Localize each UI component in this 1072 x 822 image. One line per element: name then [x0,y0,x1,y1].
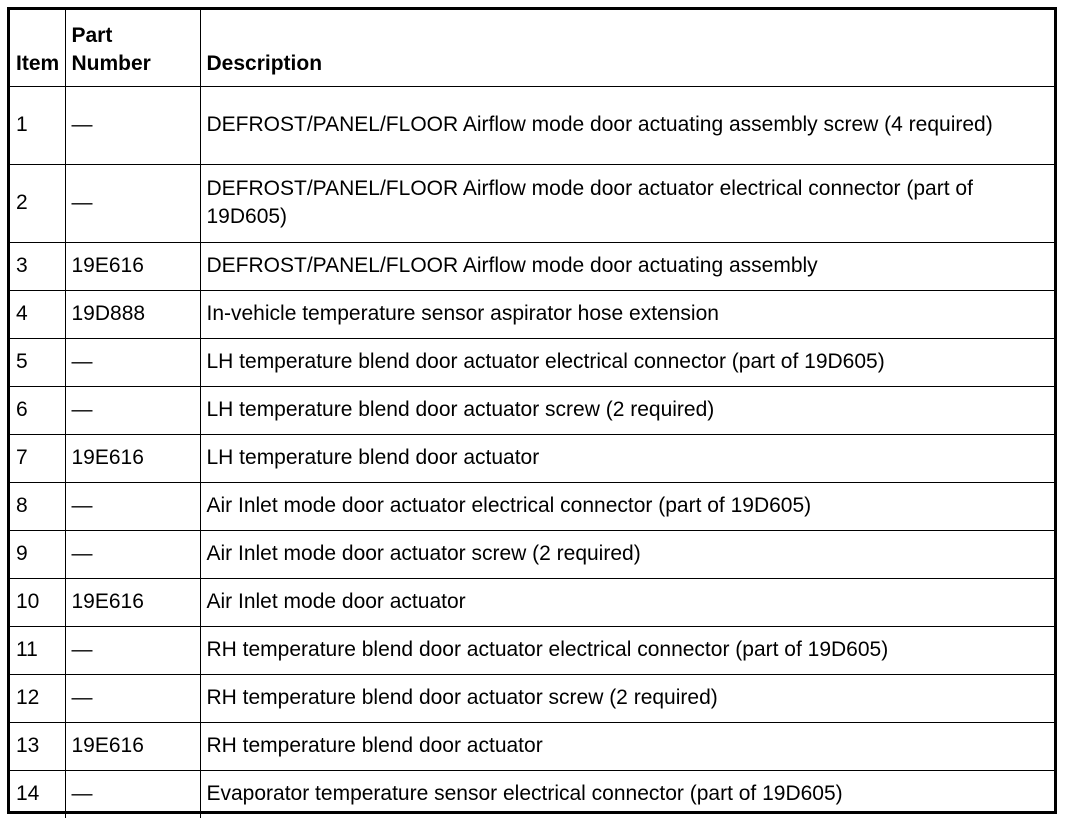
table-row [10,242,1054,290]
description-cell: RH temperature blend door actuator [200,722,1054,770]
table-row [10,290,1054,338]
item-cell: 6 [10,386,65,434]
description-cell: In-vehicle temperature sensor aspirator hose extension [200,290,1054,338]
item-cell: 1 [10,86,65,164]
item-cell: 13 [10,722,65,770]
description-cell: DEFROST/PANEL/FLOOR Airflow mode door actuating assembly screw (4 required) [200,86,1054,164]
part-number-cell: — [65,86,200,164]
header-part-number: Part Number [65,10,200,86]
description-cell: LH temperature blend door actuator electrical connector (part of 19D605) [200,338,1054,386]
header-item: Item [10,10,65,86]
table-row [10,770,1054,818]
part-number-cell: — [65,530,200,578]
description-cell: Air Inlet mode door actuator screw (2 required) [200,530,1054,578]
description-cell: RH temperature blend door actuator screw (2 required) [200,674,1054,722]
item-cell: 12 [10,674,65,722]
part-number-cell: 19D888 [65,290,200,338]
part-number-cell: — [65,386,200,434]
part-number-cell: — [65,164,200,242]
description-cell: Evaporator temperature sensor electrical connector (part of 19D605) [200,770,1054,818]
table-row [10,578,1054,626]
table-row [10,386,1054,434]
parts-table [10,10,1054,818]
description-cell: LH temperature blend door actuator [200,434,1054,482]
header-description: Description [200,10,1054,86]
item-cell: 14 [10,770,65,818]
part-number-cell: 19E616 [65,242,200,290]
part-number-cell: — [65,482,200,530]
description-cell: RH temperature blend door actuator electrical connector (part of 19D605) [200,626,1054,674]
table-row [10,530,1054,578]
item-cell: 8 [10,482,65,530]
description-cell: LH temperature blend door actuator screw (2 required) [200,386,1054,434]
table-row [10,482,1054,530]
description-cell: Air Inlet mode door actuator electrical connector (part of 19D605) [200,482,1054,530]
part-number-cell: — [65,770,200,818]
description-cell: DEFROST/PANEL/FLOOR Airflow mode door actuator electrical connector (part of 19D605) [200,164,1054,242]
table-row [10,722,1054,770]
description-cell: Air Inlet mode door actuator [200,578,1054,626]
part-number-cell: — [65,674,200,722]
table-row [10,674,1054,722]
item-cell: 7 [10,434,65,482]
description-cell: DEFROST/PANEL/FLOOR Airflow mode door actuating assembly [200,242,1054,290]
item-cell: 4 [10,290,65,338]
table-row [10,434,1054,482]
item-cell: 5 [10,338,65,386]
part-number-cell: 19E616 [65,434,200,482]
table-row [10,86,1054,164]
part-number-cell: 19E616 [65,722,200,770]
item-cell: 10 [10,578,65,626]
item-cell: 11 [10,626,65,674]
table-header-row [10,10,1054,86]
table-row [10,164,1054,242]
table-row [10,626,1054,674]
item-cell: 9 [10,530,65,578]
parts-table-frame [7,7,1057,814]
item-cell: 3 [10,242,65,290]
part-number-cell: 19E616 [65,578,200,626]
part-number-cell: — [65,338,200,386]
item-cell: 2 [10,164,65,242]
table-row [10,338,1054,386]
part-number-cell: — [65,626,200,674]
